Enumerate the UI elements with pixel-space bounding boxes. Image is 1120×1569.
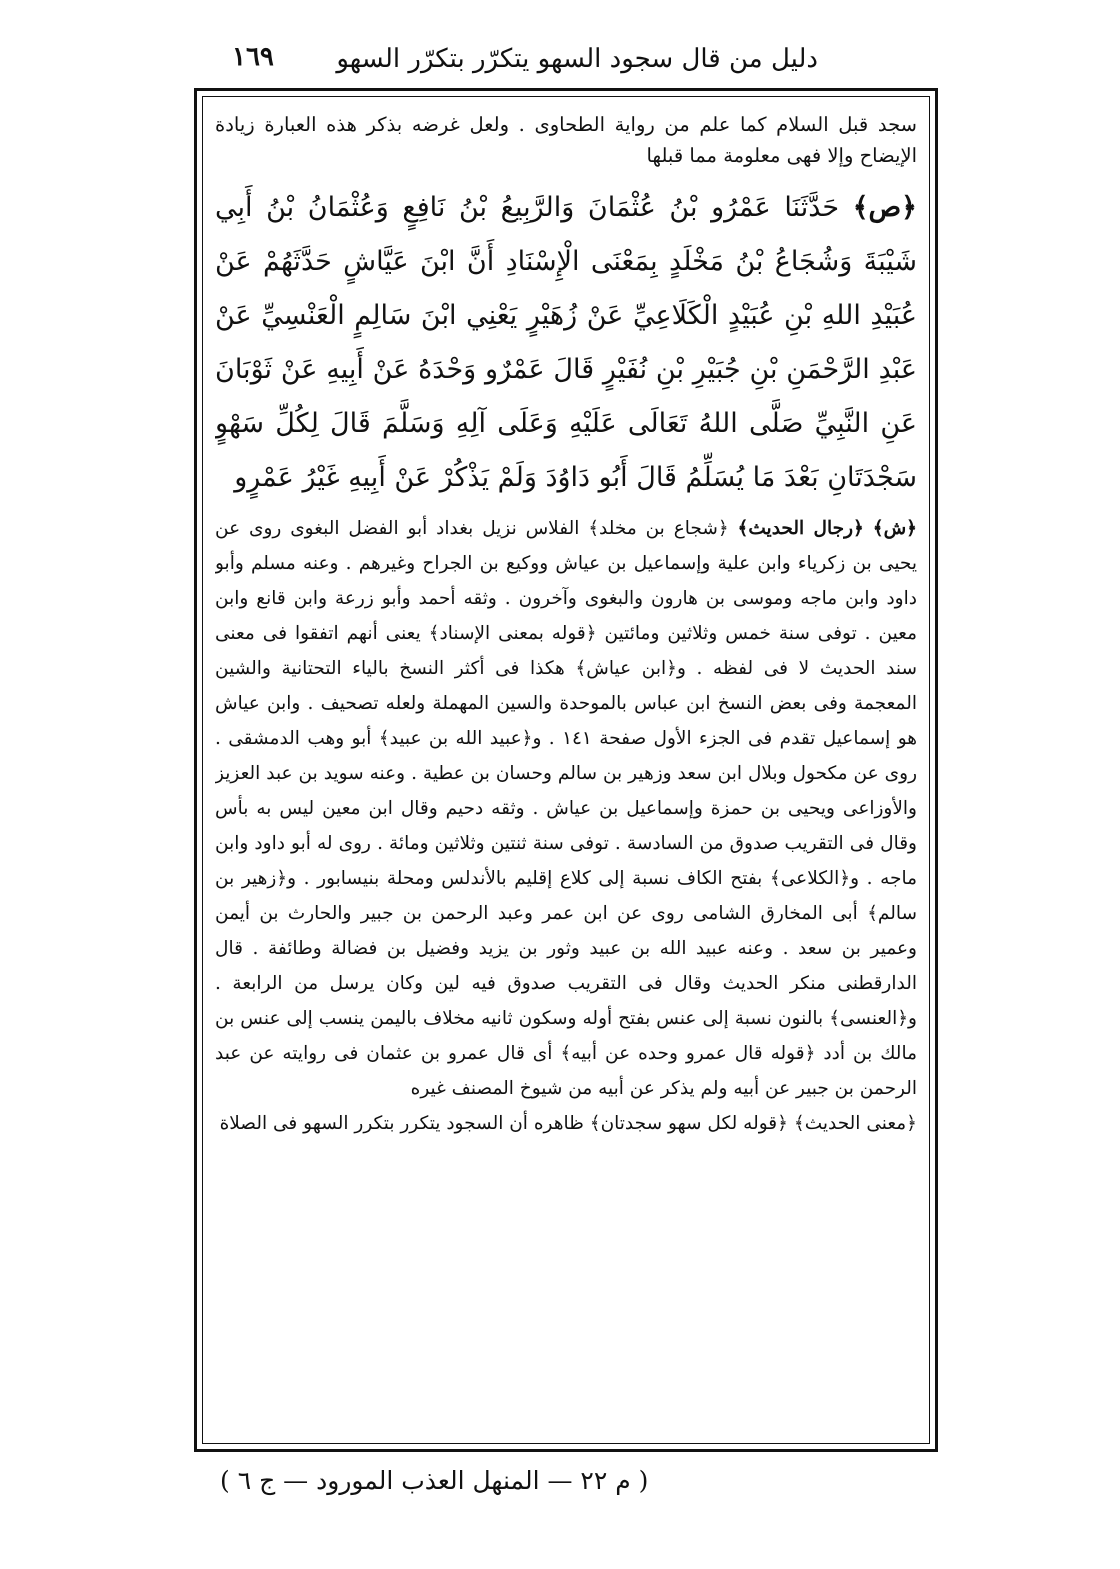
commentary-heading: ﴿رجال الحديث﴾ (737, 518, 864, 539)
commentary-paragraph (215, 511, 917, 1141)
page-footer: ( م ٢٢ — المنهل العذب المورود — ج ٦ ) (220, 1466, 649, 1495)
page-frame (194, 88, 938, 1452)
inner-frame (202, 96, 930, 1444)
intro-paragraph: سجد قبل السلام كما علم من رواية الطحاوى . ولعل غرضه بذكر هذه العبارة زيادة الإيضاح وإلا فهى معلومة مما قبلها (215, 113, 917, 167)
page-number: ١٦٩ (232, 42, 274, 72)
commentary-marker: ﴿ش﴾ (872, 518, 917, 539)
page-header (196, 42, 934, 86)
commentary-last-line: ﴿معنى الحديث﴾ ﴿قوله لكل سهو سجدتان﴾ ظاهره أن السجود يتكرر بتكرر السهو فى الصلاة (219, 1113, 917, 1134)
hadith-marker: ﴿ص﴾ (852, 192, 917, 223)
running-title: دليل من قال سجود السهو يتكرّر بتكرّر السهو (336, 44, 818, 74)
hadith-text: حَدَّثَنَا عَمْرُو بْنُ عُثْمَانَ وَالرَّبِيعُ بْنُ نَافِعٍ وَعُثْمَانُ بْنُ أَبِي شَيْبَةَ وَشُجَاعُ بْنُ مَخْلَدٍ بِمَعْنَى الْإِسْنَادِ أَنَّ ابْنَ عَيَّاشٍ حَدَّثَهُمْ عَنْ عُبَيْدِ اللهِ بْنِ عُبَيْدٍ الْكَلَاعِيِّ عَنْ زُهَيْرٍ يَعْنِي ابْنَ سَالِمٍ الْعَنْسِيِّ عَنْ عَبْدِ الرَّحْمَنِ بْنِ جُبَيْرِ بْنِ نُفَيْرٍ قَالَ عَمْرٌو وَحْدَهُ عَنْ أَبِيهِ عَنْ ثَوْبَانَ عَنِ النَّبِيِّ صَلَّى اللهُ تَعَالَى عَلَيْهِ وَعَلَى آلِهِ وَسَلَّمَ قَالَ لِكُلِّ سَهْوٍ سَجْدَتَانِ بَعْدَ مَا يُسَلِّمُ قَالَ أَبُو دَاوُدَ وَلَمْ يَذْكُرْ عَنْ أَبِيهِ غَيْرُ عَمْرٍو (215, 192, 917, 493)
main-text (215, 109, 917, 1433)
hadith-paragraph (215, 181, 917, 505)
commentary-text: ﴿شجاع بن مخلد﴾ الفلاس نزيل بغداد أبو الفضل البغوى روى عن يحيى بن زكرياء وابن علية وإسماعيل بن عياش ووكيع بن الجراح وغيرهم . وعنه مسلم وأبو داود وابن ماجه وموسى بن هارون والبغوى وآخرون . وثقه أحمد وأبو زرعة وابن قانع وابن معين . توفى سنة خمس وثلاثين ومائتين ﴿قوله بمعنى الإسناد﴾ يعنى أنهم اتفقوا فى معنى سند الحديث لا فى لفظه . و﴿ابن عياش﴾ هكذا فى أكثر النسخ بالياء التحتانية والشين المعجمة وفى بعض النسخ ابن عباس بالموحدة والسين المهملة ولعله تصحيف . وابن عياش هو إسماعيل تقدم فى الجزء الأول صفحة ١٤١ . و﴿عبيد الله بن عبيد﴾ أبو وهب الدمشقى . روى عن مكحول وبلال ابن سعد وزهير بن سالم وحسان بن عطية . وعنه سويد بن عبد العزيز والأوزاعى ويحيى بن حمزة وإسماعيل بن عياش . وثقه دحيم وقال ابن معين ليس به بأس وقال فى التقريب صدوق من السادسة . توفى سنة ثنتين وثلاثين ومائة . روى له أبو داود وابن ماجه . و﴿الكلاعى﴾ بفتح الكاف نسبة إلى كلاع إقليم بالأندلس ومحلة بنيسابور . و﴿زهير بن سالم﴾ أبى المخارق الشامى روى عن ابن عمر وعبد الرحمن بن جبير والحارث بن أيمن وعمير بن سعد . وعنه عبيد الله بن عبيد وثور بن يزيد وفضيل بن فضالة وطائفة . قال الدارقطنى منكر الحديث وقال فى التقريب صدوق فيه لين وكان يرسل من الرابعة . و﴿العنسى﴾ بالنون نسبة إلى عنس بفتح أوله وسكون ثانيه مخلاف باليمن ينسب إلى عنس بن مالك بن أدد ﴿قوله قال عمرو وحده عن أبيه﴾ أى قال عمرو بن عثمان فى روايته عن عبد الرحمن بن جبير عن أبيه ولم يذكر عن أبيه من شيوخ المصنف غيره (215, 518, 917, 1099)
